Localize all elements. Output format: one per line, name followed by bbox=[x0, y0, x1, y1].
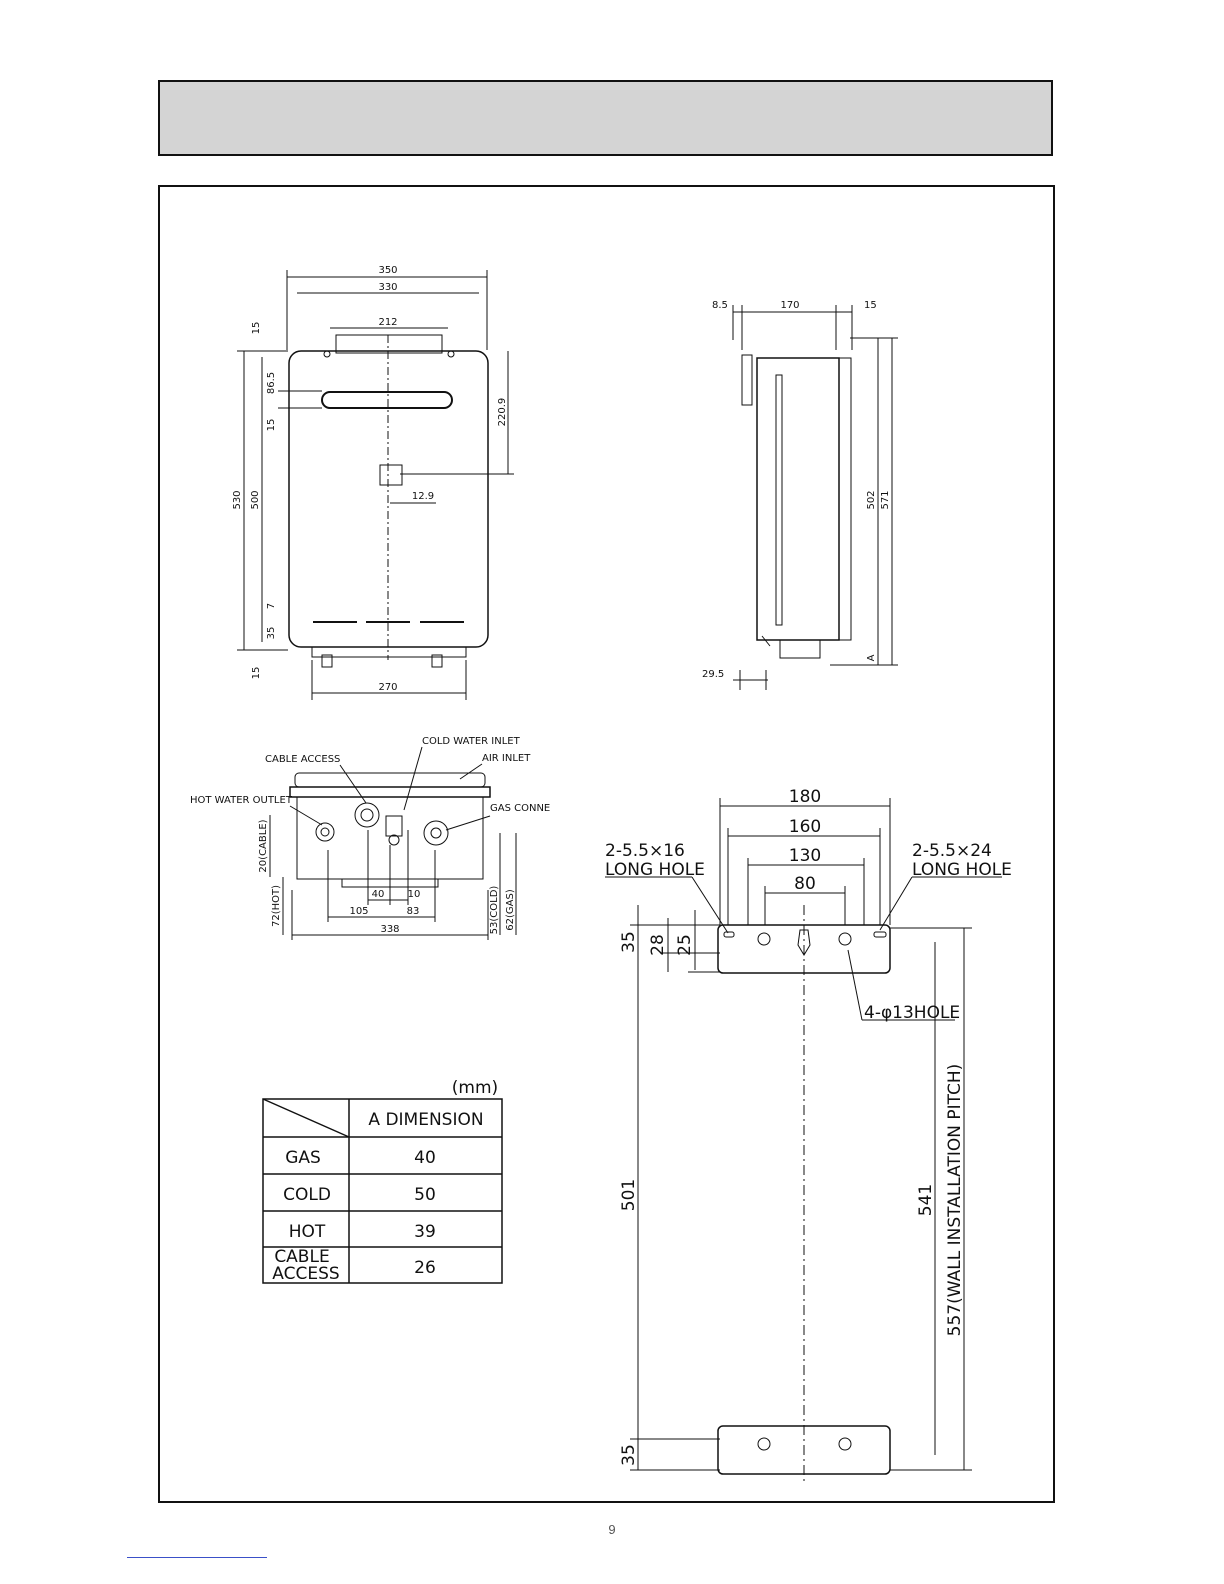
dim-80: 80 bbox=[794, 874, 816, 894]
table-row-gas-label: GAS bbox=[285, 1148, 321, 1168]
dim-35-bottom: 35 bbox=[619, 1444, 639, 1466]
dim-220-9: 220.9 bbox=[497, 397, 508, 427]
table-row-hot-label: HOT bbox=[288, 1222, 326, 1242]
dim-35-top: 35 bbox=[619, 931, 639, 953]
label-hot-water-outlet: HOT WATER OUTLET bbox=[190, 795, 292, 806]
dim-130: 130 bbox=[788, 846, 822, 866]
dim-160: 160 bbox=[788, 817, 822, 837]
dim-83: 83 bbox=[406, 906, 420, 917]
dim-180: 180 bbox=[788, 787, 822, 807]
dim-top-15: 15 bbox=[251, 321, 262, 335]
dim-40: 40 bbox=[371, 889, 385, 900]
table-row-cable-value: 26 bbox=[414, 1258, 436, 1278]
dim-86-5: 86.5 bbox=[266, 371, 277, 395]
dim-350: 350 bbox=[378, 265, 398, 276]
dim-12-9: 12.9 bbox=[411, 491, 435, 502]
dim-a: A bbox=[866, 654, 877, 662]
dim-10: 10 bbox=[407, 889, 421, 900]
table-row-cable-label-1: CABLE bbox=[274, 1247, 330, 1267]
dim-500: 500 bbox=[250, 490, 261, 510]
label-cable-access: CABLE ACCESS bbox=[265, 754, 341, 765]
dim-212: 212 bbox=[378, 317, 398, 328]
dim-270: 270 bbox=[378, 682, 398, 693]
dim-105: 105 bbox=[349, 906, 369, 917]
label-cold-water-inlet: COLD WATER INLET bbox=[422, 736, 520, 747]
table-row-hot-value: 39 bbox=[414, 1222, 436, 1242]
label-left-hole-2: LONG HOLE bbox=[605, 860, 705, 880]
table-row-gas-value: 40 bbox=[414, 1148, 436, 1168]
table-header: A DIMENSION bbox=[368, 1110, 484, 1130]
label-gas-conne: GAS CONNE bbox=[490, 803, 551, 814]
dim-cable: 20(CABLE) bbox=[258, 819, 269, 873]
dim-bottom-15: 15 bbox=[251, 666, 262, 680]
label-right-hole-1: 2-5.5×24 bbox=[912, 841, 992, 861]
bottom-view bbox=[270, 747, 516, 940]
label-left-hole-1: 2-5.5×16 bbox=[605, 841, 685, 861]
label-13-hole: 4-φ13HOLE bbox=[864, 1003, 961, 1023]
dim-571: 571 bbox=[880, 490, 891, 510]
table-row-cold-label: COLD bbox=[283, 1185, 331, 1205]
label-air-inlet: AIR INLET bbox=[482, 753, 531, 764]
dim-501: 501 bbox=[619, 1178, 639, 1212]
dim-28: 28 bbox=[648, 934, 668, 956]
label-right-hole-2: LONG HOLE bbox=[912, 860, 1012, 880]
dim-29-5: 29.5 bbox=[702, 669, 725, 680]
dim-502: 502 bbox=[866, 490, 877, 510]
page-number: 9 bbox=[608, 1522, 616, 1537]
table-row-cable-label-2: ACCESS bbox=[272, 1264, 340, 1284]
dim-557-pitch: 557(WALL INSTALLATION PITCH) bbox=[945, 1063, 965, 1337]
dim-hot: 72(HOT) bbox=[271, 884, 282, 928]
dim-170: 170 bbox=[780, 300, 800, 311]
dim-25: 25 bbox=[675, 934, 695, 956]
dim-7: 7 bbox=[266, 602, 277, 610]
dim-8-5: 8.5 bbox=[712, 300, 728, 311]
front-view bbox=[237, 270, 514, 700]
dim-330: 330 bbox=[378, 282, 398, 293]
dim-side-15: 15 bbox=[864, 300, 877, 311]
bracket-view bbox=[605, 798, 1002, 1485]
dim-541: 541 bbox=[916, 1183, 936, 1217]
footer-link-line bbox=[127, 1557, 267, 1558]
dim-gas: 62(GAS) bbox=[505, 889, 516, 931]
table-row-cold-value: 50 bbox=[414, 1185, 436, 1205]
dim-35: 35 bbox=[266, 626, 277, 640]
dim-530: 530 bbox=[232, 490, 243, 510]
dim-338: 338 bbox=[380, 924, 400, 935]
table-unit: (mm) bbox=[451, 1078, 499, 1098]
dim-vent-15: 15 bbox=[266, 418, 277, 432]
dim-cold: 53(COLD) bbox=[489, 885, 500, 935]
